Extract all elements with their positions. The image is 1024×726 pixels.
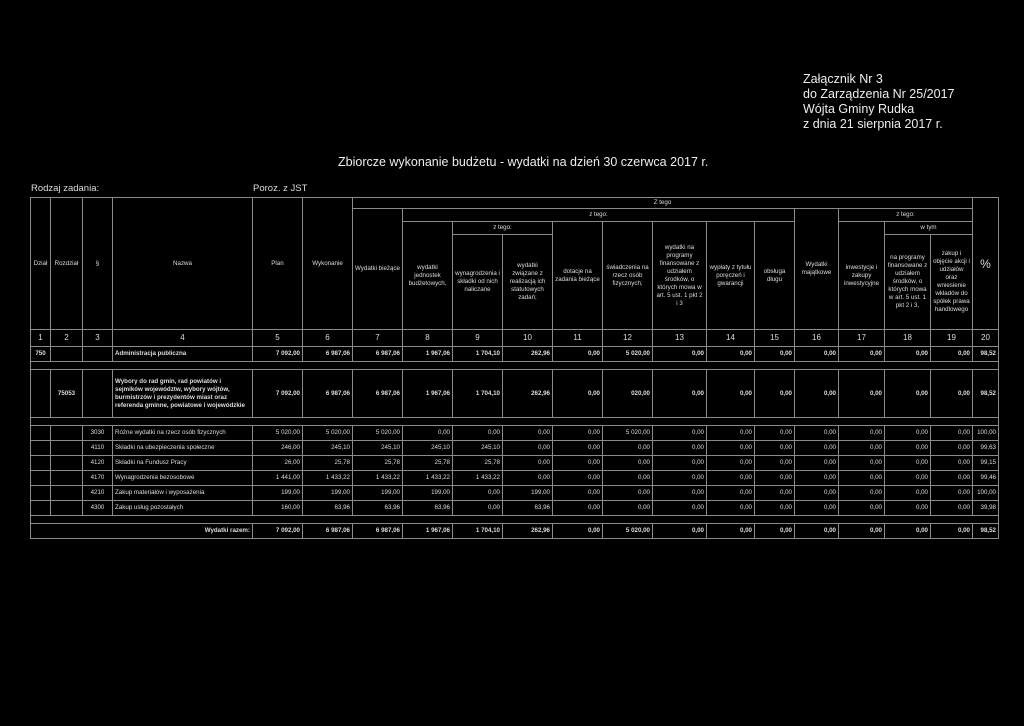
column-number: 2 bbox=[51, 330, 83, 347]
cell-value: 0,00 bbox=[795, 426, 839, 441]
cell-value: 0,00 bbox=[603, 471, 653, 486]
cell-value: 1 433,22 bbox=[403, 471, 453, 486]
cell-value: 63,96 bbox=[353, 501, 403, 516]
table-row-dzial bbox=[31, 347, 999, 362]
column-number: 19 bbox=[931, 330, 973, 347]
cell-value: 0,00 bbox=[931, 370, 973, 418]
cell-value: 26,00 bbox=[253, 456, 303, 471]
cell-value: 0,00 bbox=[707, 471, 755, 486]
cell-rozdzial bbox=[51, 441, 83, 456]
cell-value: 39,98 bbox=[973, 501, 999, 516]
total-value: 5 020,00 bbox=[603, 524, 653, 539]
col-dotacje: dotacje na zadania bieżące bbox=[553, 222, 603, 330]
cell-value: 0,00 bbox=[707, 426, 755, 441]
cell-value: 0,00 bbox=[553, 347, 603, 362]
cell-value: 0,00 bbox=[755, 441, 795, 456]
table-row-par bbox=[31, 501, 999, 516]
cell-value: 99,15 bbox=[973, 456, 999, 471]
cell-value: 0,00 bbox=[755, 426, 795, 441]
cell-value: 0,00 bbox=[839, 471, 885, 486]
cell-paragraf bbox=[83, 370, 113, 418]
cell-value: 199,00 bbox=[403, 486, 453, 501]
cell-dzial bbox=[31, 370, 51, 418]
cell-value: 0,00 bbox=[885, 347, 931, 362]
cell-value: 0,00 bbox=[553, 486, 603, 501]
cell-rozdzial bbox=[51, 456, 83, 471]
document-title: Zbiorcze wykonanie budżetu - wydatki na dzień 30 czerwca 2017 r. bbox=[338, 155, 709, 169]
column-number: 13 bbox=[653, 330, 707, 347]
group-z-tego-2: z tego: bbox=[403, 209, 795, 222]
cell-value: 0,00 bbox=[553, 441, 603, 456]
cell-value: 5 020,00 bbox=[303, 426, 353, 441]
cell-paragraf bbox=[83, 347, 113, 362]
cell-value: 0,00 bbox=[931, 426, 973, 441]
group-z-tego-top: Z tego bbox=[353, 198, 973, 209]
cell-value: 0,00 bbox=[503, 426, 553, 441]
column-number-row bbox=[31, 330, 999, 347]
total-value: 0,00 bbox=[795, 524, 839, 539]
cell-value: 1 704,10 bbox=[453, 347, 503, 362]
col-wydatki-biezace: Wydatki bieżące bbox=[353, 209, 403, 330]
cell-value: 63,96 bbox=[403, 501, 453, 516]
cell-value: 0,00 bbox=[653, 441, 707, 456]
cell-value: 0,00 bbox=[839, 426, 885, 441]
cell-value: 0,00 bbox=[707, 456, 755, 471]
cell-nazwa: Różne wydatki na rzecz osób fizycznych bbox=[113, 426, 253, 441]
header-line: z dnia 21 sierpnia 2017 r. bbox=[803, 117, 943, 131]
cell-paragraf: 4210 bbox=[83, 486, 113, 501]
cell-value: 0,00 bbox=[553, 426, 603, 441]
total-value: 1 967,06 bbox=[403, 524, 453, 539]
cell-value: 0,00 bbox=[503, 471, 553, 486]
cell-nazwa: Składki na Fundusz Pracy bbox=[113, 456, 253, 471]
cell-nazwa: Wybory do rad gmin, rad powiatów i sejmików województw, wybory wójtów, burmistrzów i prezydentów miast oraz referenda gminne, powiatowe i wojewódzkie bbox=[113, 370, 253, 418]
col-procent: % bbox=[973, 198, 999, 330]
column-number: 20 bbox=[973, 330, 999, 347]
cell-value: 1 433,22 bbox=[453, 471, 503, 486]
cell-value: 6 987,06 bbox=[353, 347, 403, 362]
cell-value: 7 092,00 bbox=[253, 347, 303, 362]
total-value: 98,52 bbox=[973, 524, 999, 539]
total-value: 0,00 bbox=[553, 524, 603, 539]
total-value: 0,00 bbox=[755, 524, 795, 539]
cell-nazwa: Administracja publiczna bbox=[113, 347, 253, 362]
cell-value: 262,96 bbox=[503, 347, 553, 362]
cell-value: 100,00 bbox=[973, 486, 999, 501]
cell-dzial bbox=[31, 501, 51, 516]
cell-value: 0,00 bbox=[931, 347, 973, 362]
col-wynagrodzenia: wynagrodzenia i składki od nich naliczane bbox=[453, 235, 503, 330]
cell-nazwa: Wynagrodzenia bezosobowe bbox=[113, 471, 253, 486]
column-number: 18 bbox=[885, 330, 931, 347]
cell-value: 245,10 bbox=[453, 441, 503, 456]
cell-paragraf: 3030 bbox=[83, 426, 113, 441]
cell-value: 0,00 bbox=[553, 501, 603, 516]
cell-value: 99,63 bbox=[973, 441, 999, 456]
cell-value: 5 020,00 bbox=[603, 426, 653, 441]
column-number: 8 bbox=[403, 330, 453, 347]
cell-value: 1 433,22 bbox=[353, 471, 403, 486]
col-wydatki-programy: wydatki na programy finansowane z udziałem środków, o których mowa w art. 5 ust. 1 pkt 2 i 3 bbox=[653, 222, 707, 330]
table-row-par bbox=[31, 456, 999, 471]
cell-value: 0,00 bbox=[931, 456, 973, 471]
cell-value: 0,00 bbox=[795, 471, 839, 486]
col-na-programy: na programy finansowane z udziałem środków, o których mowa w art. 5 ust. 1 pkt 2 i 3, bbox=[885, 235, 931, 330]
col-swiadczenia: świadczenia na rzecz osób fizycznych; bbox=[603, 222, 653, 330]
cell-value: 0,00 bbox=[707, 347, 755, 362]
column-number: 15 bbox=[755, 330, 795, 347]
cell-paragraf: 4110 bbox=[83, 441, 113, 456]
cell-value: 25,78 bbox=[303, 456, 353, 471]
cell-value: 0,00 bbox=[653, 486, 707, 501]
col-paragraf: § bbox=[83, 198, 113, 330]
col-plan: Plan bbox=[253, 198, 303, 330]
header-line: Załącznik Nr 3 bbox=[803, 72, 883, 86]
cell-rozdzial: 75053 bbox=[51, 370, 83, 418]
cell-value: 0,00 bbox=[885, 441, 931, 456]
cell-value: 1 704,10 bbox=[453, 370, 503, 418]
cell-value: 0,00 bbox=[885, 501, 931, 516]
cell-rozdzial bbox=[51, 471, 83, 486]
task-type-label: Rodzaj zadania: bbox=[31, 183, 100, 194]
column-number: 16 bbox=[795, 330, 839, 347]
column-number: 4 bbox=[113, 330, 253, 347]
column-number: 11 bbox=[553, 330, 603, 347]
cell-value: 0,00 bbox=[503, 456, 553, 471]
column-number: 17 bbox=[839, 330, 885, 347]
col-obsluga-dlugu: obsługa długu bbox=[755, 222, 795, 330]
spacer-row bbox=[31, 516, 999, 524]
total-value: 0,00 bbox=[839, 524, 885, 539]
group-z-tego-3: z tego: bbox=[453, 222, 553, 235]
cell-value: 0,00 bbox=[839, 501, 885, 516]
cell-value: 0,00 bbox=[931, 501, 973, 516]
cell-value: 0,00 bbox=[503, 441, 553, 456]
cell-value: 0,00 bbox=[707, 441, 755, 456]
spacer-cell bbox=[31, 362, 999, 370]
cell-value: 245,10 bbox=[403, 441, 453, 456]
cell-paragraf: 4170 bbox=[83, 471, 113, 486]
cell-value: 0,00 bbox=[931, 486, 973, 501]
cell-dzial: 750 bbox=[31, 347, 51, 362]
total-value: 6 987,06 bbox=[353, 524, 403, 539]
cell-value: 25,78 bbox=[353, 456, 403, 471]
table-row-total bbox=[31, 524, 999, 539]
cell-value: 63,96 bbox=[503, 501, 553, 516]
cell-value: 1 967,06 bbox=[403, 370, 453, 418]
cell-value: 0,00 bbox=[755, 456, 795, 471]
cell-value: 0,00 bbox=[603, 486, 653, 501]
cell-value: 0,00 bbox=[839, 441, 885, 456]
total-value: 0,00 bbox=[885, 524, 931, 539]
total-value: 262,96 bbox=[503, 524, 553, 539]
column-number: 1 bbox=[31, 330, 51, 347]
cell-dzial bbox=[31, 441, 51, 456]
cell-value: 0,00 bbox=[553, 456, 603, 471]
group-w-tym: w tym bbox=[885, 222, 973, 235]
header-row-1 bbox=[31, 198, 999, 209]
cell-value: 0,00 bbox=[931, 471, 973, 486]
cell-rozdzial bbox=[51, 426, 83, 441]
cell-value: 0,00 bbox=[707, 501, 755, 516]
cell-value: 0,00 bbox=[603, 456, 653, 471]
cell-value: 0,00 bbox=[755, 486, 795, 501]
cell-value: 0,00 bbox=[553, 370, 603, 418]
column-number: 6 bbox=[303, 330, 353, 347]
cell-value: 199,00 bbox=[353, 486, 403, 501]
cell-nazwa: Składki na ubezpieczenia społeczne bbox=[113, 441, 253, 456]
cell-value: 5 020,00 bbox=[253, 426, 303, 441]
cell-value: 246,00 bbox=[253, 441, 303, 456]
cell-value: 0,00 bbox=[707, 370, 755, 418]
spacer-row bbox=[31, 362, 999, 370]
total-value: 0,00 bbox=[931, 524, 973, 539]
cell-value: 0,00 bbox=[885, 426, 931, 441]
cell-value: 6 987,06 bbox=[303, 370, 353, 418]
total-value: 0,00 bbox=[707, 524, 755, 539]
table-row-par bbox=[31, 426, 999, 441]
cell-value: 0,00 bbox=[653, 456, 707, 471]
cell-value: 6 987,06 bbox=[303, 347, 353, 362]
cell-value: 63,96 bbox=[303, 501, 353, 516]
expenditure-table bbox=[30, 197, 999, 539]
column-number: 3 bbox=[83, 330, 113, 347]
cell-value: 0,00 bbox=[653, 426, 707, 441]
total-value: 6 987,06 bbox=[303, 524, 353, 539]
cell-value: 0,00 bbox=[839, 486, 885, 501]
spacer-cell bbox=[31, 418, 999, 426]
cell-nazwa: Zakup usług pozostałych bbox=[113, 501, 253, 516]
attachment-header bbox=[803, 72, 954, 132]
spacer-row bbox=[31, 418, 999, 426]
cell-value: 245,10 bbox=[353, 441, 403, 456]
cell-value: 0,00 bbox=[603, 441, 653, 456]
column-number: 5 bbox=[253, 330, 303, 347]
cell-value: 0,00 bbox=[707, 486, 755, 501]
cell-value: 0,00 bbox=[653, 501, 707, 516]
cell-value: 0,00 bbox=[839, 456, 885, 471]
cell-value: 0,00 bbox=[653, 471, 707, 486]
cell-dzial bbox=[31, 486, 51, 501]
col-rozdzial: Rozdział bbox=[51, 198, 83, 330]
column-number: 14 bbox=[707, 330, 755, 347]
cell-rozdzial bbox=[51, 501, 83, 516]
table-body bbox=[31, 347, 999, 539]
total-label: Wydatki razem: bbox=[31, 524, 253, 539]
cell-value: 0,00 bbox=[453, 426, 503, 441]
col-dzial: Dział bbox=[31, 198, 51, 330]
column-number: 7 bbox=[353, 330, 403, 347]
cell-value: 100,00 bbox=[973, 426, 999, 441]
cell-value: 0,00 bbox=[653, 370, 707, 418]
cell-value: 0,00 bbox=[795, 347, 839, 362]
cell-value: 199,00 bbox=[303, 486, 353, 501]
group-z-tego-4: z tego: bbox=[839, 209, 973, 222]
cell-value: 25,78 bbox=[403, 456, 453, 471]
cell-value: 7 092,00 bbox=[253, 370, 303, 418]
cell-dzial bbox=[31, 471, 51, 486]
cell-value: 5 020,00 bbox=[603, 347, 653, 362]
col-wydatki-zwiazane: wydatki związane z realizacją ich statutowych zadań; bbox=[503, 235, 553, 330]
col-wydatki-jednostek: wydatki jednostek budżetowych, bbox=[403, 222, 453, 330]
cell-dzial bbox=[31, 456, 51, 471]
cell-dzial bbox=[31, 426, 51, 441]
task-type-value: Poroz. z JST bbox=[253, 183, 308, 194]
cell-value: 245,10 bbox=[303, 441, 353, 456]
cell-value: 0,00 bbox=[839, 347, 885, 362]
col-wykonanie: Wykonanie bbox=[303, 198, 353, 330]
col-zakup-akcji: zakup i objęcie akcji i udziałów oraz wniesienie wkładów do spółek prawa handlowego bbox=[931, 235, 973, 330]
cell-value: 0,00 bbox=[795, 486, 839, 501]
cell-value: 0,00 bbox=[795, 441, 839, 456]
cell-value: 25,78 bbox=[453, 456, 503, 471]
cell-value: 6 987,06 bbox=[353, 370, 403, 418]
cell-value: 199,00 bbox=[503, 486, 553, 501]
cell-value: 0,00 bbox=[885, 456, 931, 471]
spacer-cell bbox=[31, 516, 999, 524]
total-value: 7 092,00 bbox=[253, 524, 303, 539]
cell-value: 98,52 bbox=[973, 370, 999, 418]
cell-value: 99,46 bbox=[973, 471, 999, 486]
cell-value: 0,00 bbox=[755, 501, 795, 516]
cell-value: 1 433,22 bbox=[303, 471, 353, 486]
cell-value: 0,00 bbox=[839, 370, 885, 418]
cell-value: 0,00 bbox=[553, 471, 603, 486]
cell-value: 0,00 bbox=[795, 501, 839, 516]
cell-value: 1 441,00 bbox=[253, 471, 303, 486]
cell-value: 262,96 bbox=[503, 370, 553, 418]
cell-value: 1 967,06 bbox=[403, 347, 453, 362]
col-nazwa: Nazwa bbox=[113, 198, 253, 330]
column-number: 9 bbox=[453, 330, 503, 347]
cell-value: 0,00 bbox=[795, 370, 839, 418]
cell-nazwa: Zakup materiałów i wyposażenia bbox=[113, 486, 253, 501]
table-row-par bbox=[31, 486, 999, 501]
cell-value: 0,00 bbox=[931, 441, 973, 456]
cell-value: 0,00 bbox=[453, 486, 503, 501]
cell-value: 0,00 bbox=[653, 347, 707, 362]
cell-paragraf: 4120 bbox=[83, 456, 113, 471]
cell-rozdzial bbox=[51, 486, 83, 501]
table-row-rozdzial bbox=[31, 370, 999, 418]
cell-value: 0,00 bbox=[755, 471, 795, 486]
cell-rozdzial bbox=[51, 347, 83, 362]
column-number: 12 bbox=[603, 330, 653, 347]
total-value: 0,00 bbox=[653, 524, 707, 539]
cell-value: 160,00 bbox=[253, 501, 303, 516]
cell-value: 0,00 bbox=[885, 370, 931, 418]
cell-value: 0,00 bbox=[885, 486, 931, 501]
header-line: Wójta Gminy Rudka bbox=[803, 102, 915, 116]
table-row-par bbox=[31, 471, 999, 486]
cell-value: 5 020,00 bbox=[353, 426, 403, 441]
cell-value: 0,00 bbox=[603, 501, 653, 516]
cell-value: 020,00 bbox=[603, 370, 653, 418]
col-inwestycje: inwestycje i zakupy inwestycyjne bbox=[839, 222, 885, 330]
header-line: do Zarządzenia Nr 25/2017 bbox=[803, 87, 955, 101]
col-wyplaty: wypłaty z tytułu poręczeń i gwarancji bbox=[707, 222, 755, 330]
total-value: 1 704,10 bbox=[453, 524, 503, 539]
cell-value: 98,52 bbox=[973, 347, 999, 362]
col-wydatki-majatkowe: Wydatki majątkowe bbox=[795, 209, 839, 330]
cell-value: 0,00 bbox=[755, 347, 795, 362]
column-number: 10 bbox=[503, 330, 553, 347]
cell-value: 0,00 bbox=[453, 501, 503, 516]
cell-value: 0,00 bbox=[885, 471, 931, 486]
cell-value: 0,00 bbox=[403, 426, 453, 441]
cell-value: 199,00 bbox=[253, 486, 303, 501]
cell-paragraf: 4300 bbox=[83, 501, 113, 516]
table-row-par bbox=[31, 441, 999, 456]
cell-value: 0,00 bbox=[755, 370, 795, 418]
cell-value: 0,00 bbox=[795, 456, 839, 471]
